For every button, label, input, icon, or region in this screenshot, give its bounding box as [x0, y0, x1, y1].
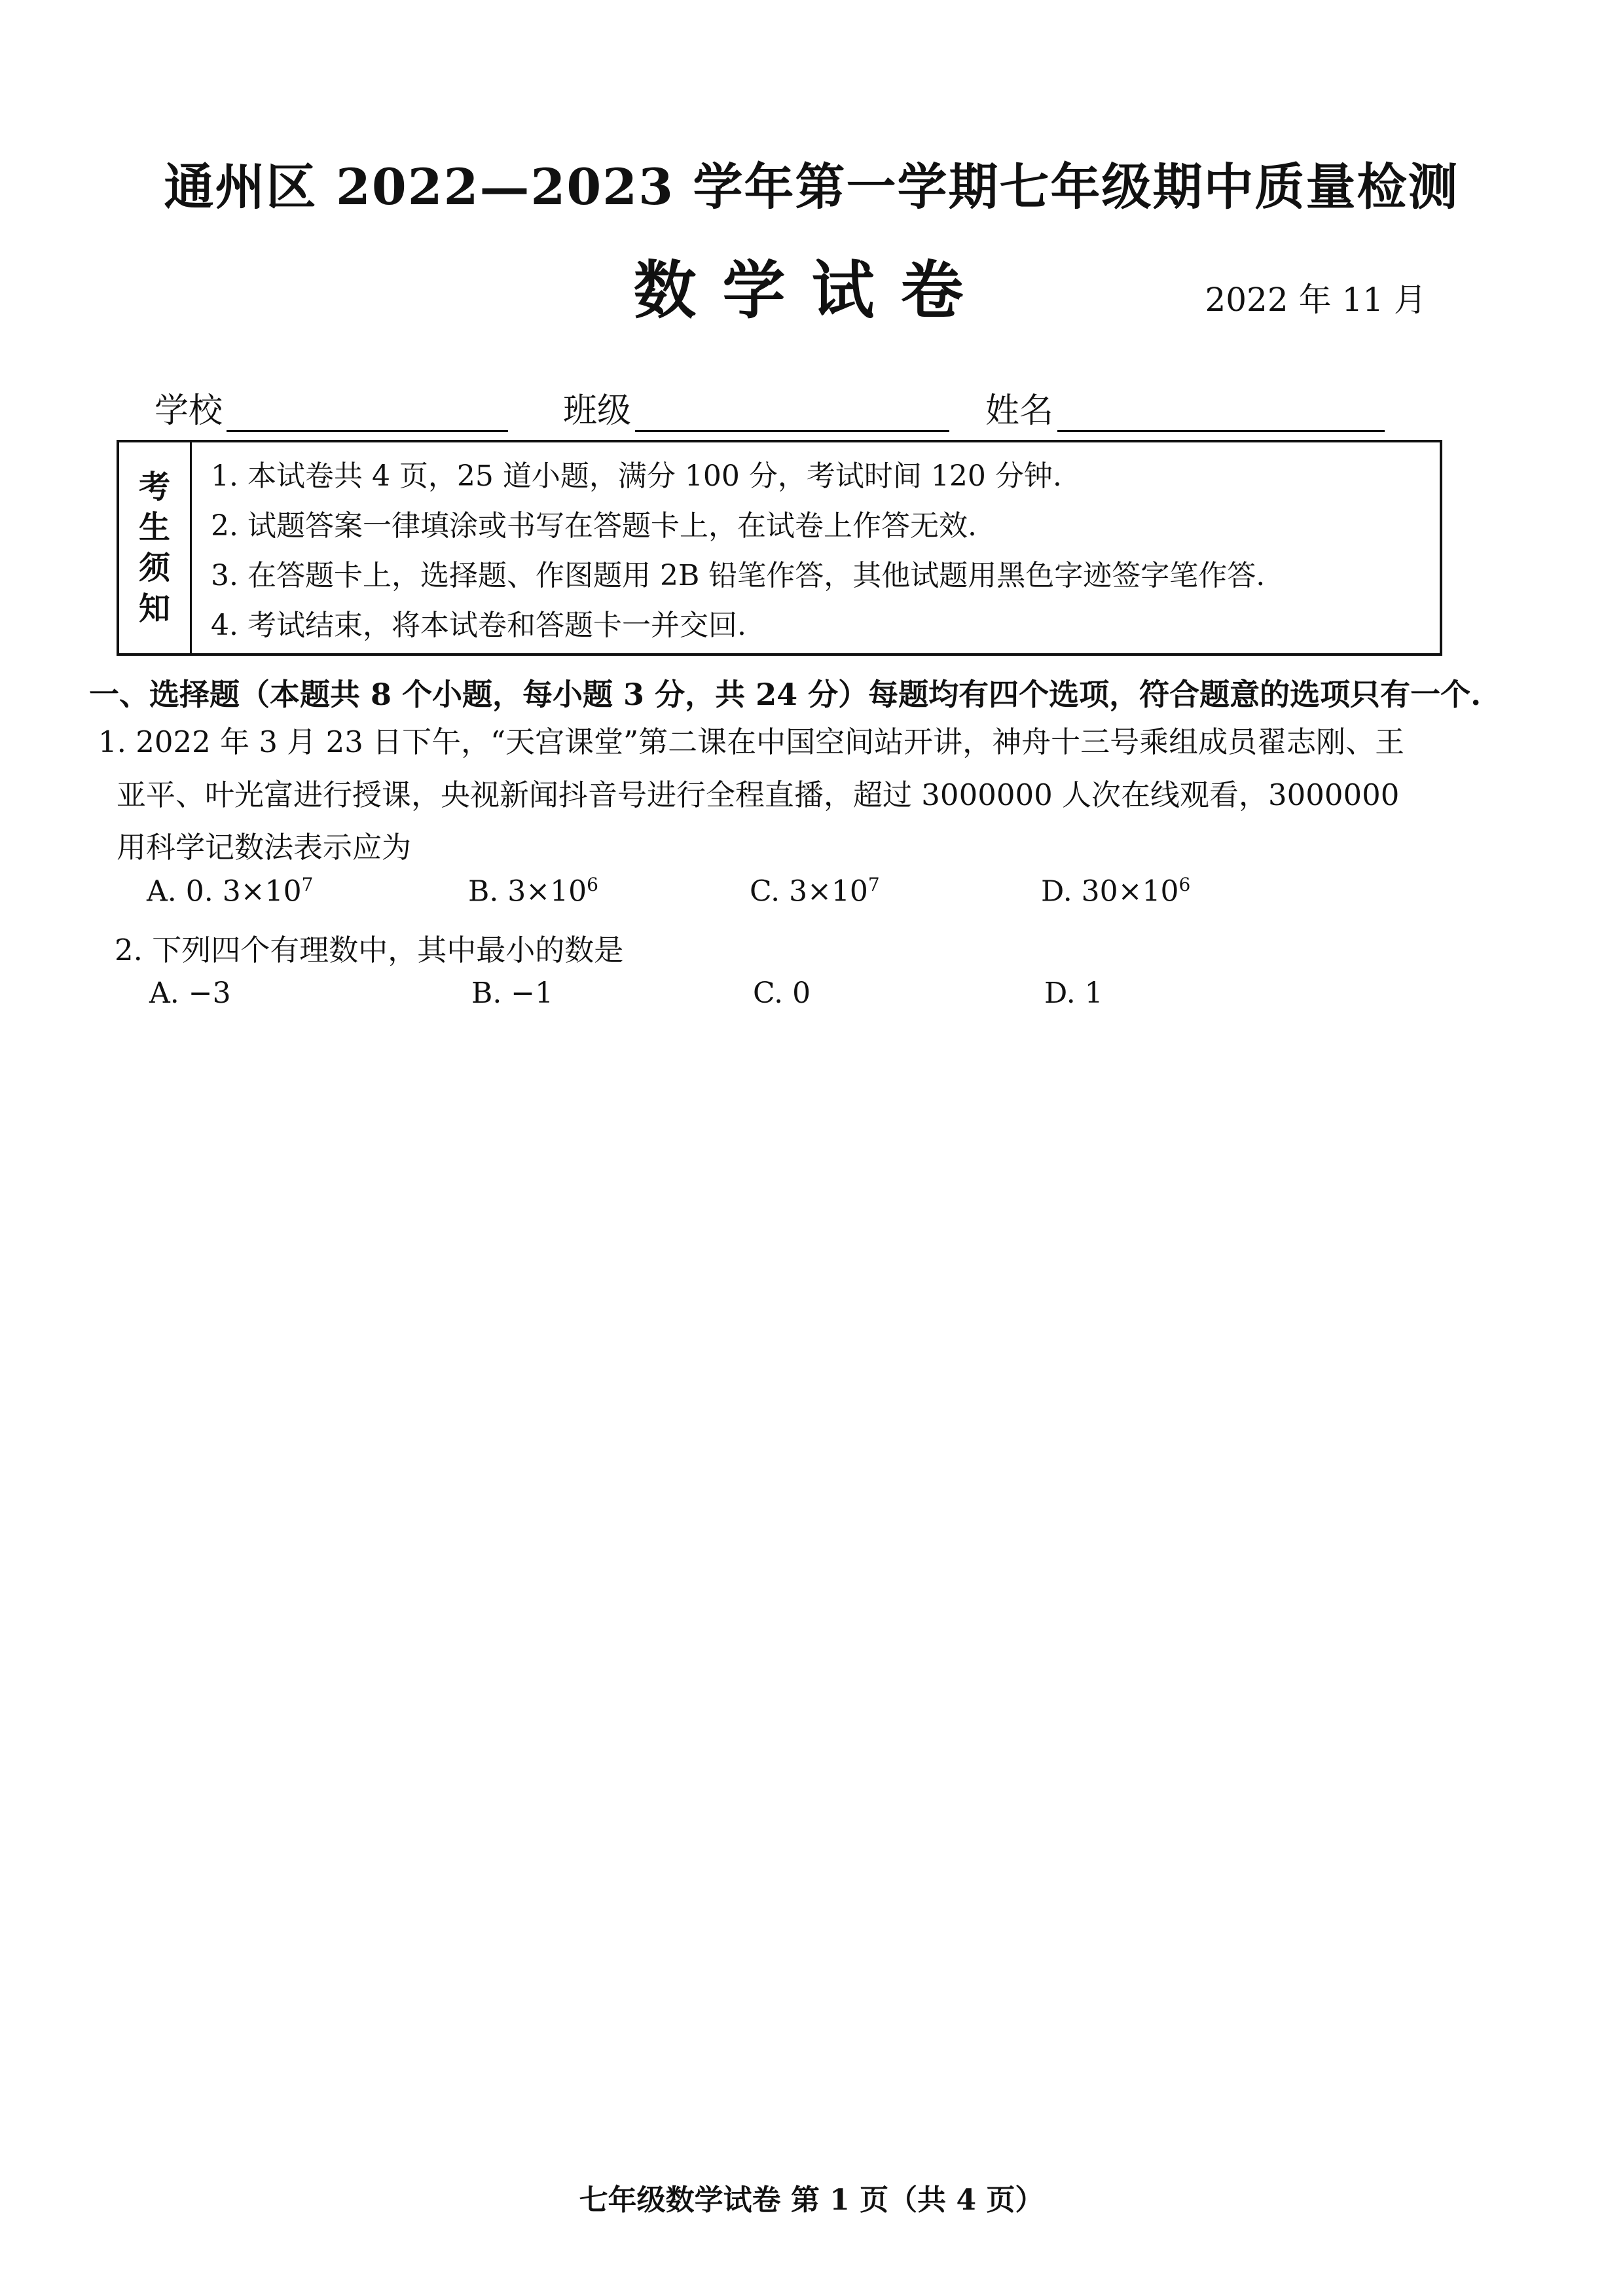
q1-option-exp: 7 [301, 874, 314, 895]
q2-option-a: A. −3 [149, 977, 231, 1010]
notice-item: 3. 在答题卡上，选择题、作图题用 2B 铅笔作答，其他试题用黑色字迹签字笔作答. [211, 559, 1266, 592]
exam-subtitle: 数学试卷 [633, 253, 990, 327]
q1-option-exp: 6 [1178, 874, 1191, 895]
school-label: 学校 [155, 391, 223, 431]
q1-option-a [147, 874, 313, 908]
q2-option-d: D. 1 [1044, 977, 1103, 1010]
q1-option-base: A. 0. 3×10 [147, 874, 302, 908]
q1-option-c [750, 874, 880, 908]
q1-option-exp: 6 [587, 874, 598, 895]
q2-stem: 2. 下列四个有理数中，其中最小的数是 [115, 933, 624, 967]
q1-option-base: C. 3×10 [750, 874, 868, 908]
name-blank [1057, 399, 1385, 432]
school-field [155, 383, 508, 432]
page-footer: 七年级数学试卷 第 1 页（共 4 页） [579, 2183, 1044, 2217]
name-label: 姓名 [985, 391, 1054, 431]
class-field [563, 383, 949, 432]
q1-option-d [1041, 874, 1190, 908]
school-blank [227, 399, 508, 432]
class-label: 班级 [563, 391, 632, 431]
notice-item: 1. 本试卷共 4 页，25 道小题，满分 100 分，考试时间 120 分钟. [211, 459, 1062, 493]
notice-heading-char: 生 [138, 509, 170, 546]
notice-item: 4. 考试结束，将本试卷和答题卡一并交回. [211, 609, 746, 642]
q1-option-exp: 7 [867, 874, 880, 895]
q2-option-c: C. 0 [753, 977, 811, 1010]
q1-stem-line: 亚平、叶光富进行授课，央视新闻抖音号进行全程直播，超过 3000000 人次在线观看，3000000 [117, 778, 1400, 812]
q1-option-base: D. 30×10 [1041, 874, 1179, 908]
notice-heading-char: 须 [138, 550, 170, 586]
section-heading: 一、选择题（本题共 8 个小题，每小题 3 分，共 24 分）每题均有四个选项，符合题意的选项只有一个. [89, 677, 1482, 712]
notice-heading-char: 考 [138, 469, 170, 505]
q1-stem-line: 用科学记数法表示应为 [117, 830, 412, 865]
class-blank [635, 399, 949, 432]
exam-title: 通州区 2022—2023 学年第一学期七年级期中质量检测 [164, 158, 1459, 216]
q1-option-base: B. 3×10 [468, 874, 587, 908]
notice-items [211, 452, 1265, 651]
q1-option-b [468, 874, 598, 908]
notice-heading [119, 442, 192, 653]
notice-heading-char: 知 [138, 590, 170, 627]
q2-option-b: B. −1 [471, 977, 554, 1010]
exam-date: 2022 年 11 月 [1205, 281, 1427, 319]
q1-stem-line: 1. 2022 年 3 月 23 日下午，“天宫课堂”第二课在中国空间站开讲，神舟十三号乘组成员翟志刚、王 [98, 725, 1405, 759]
name-field [985, 383, 1385, 432]
exam-notice-box [117, 440, 1442, 656]
notice-item: 2. 试题答案一律填涂或书写在答题卡上，在试卷上作答无效. [211, 509, 977, 543]
